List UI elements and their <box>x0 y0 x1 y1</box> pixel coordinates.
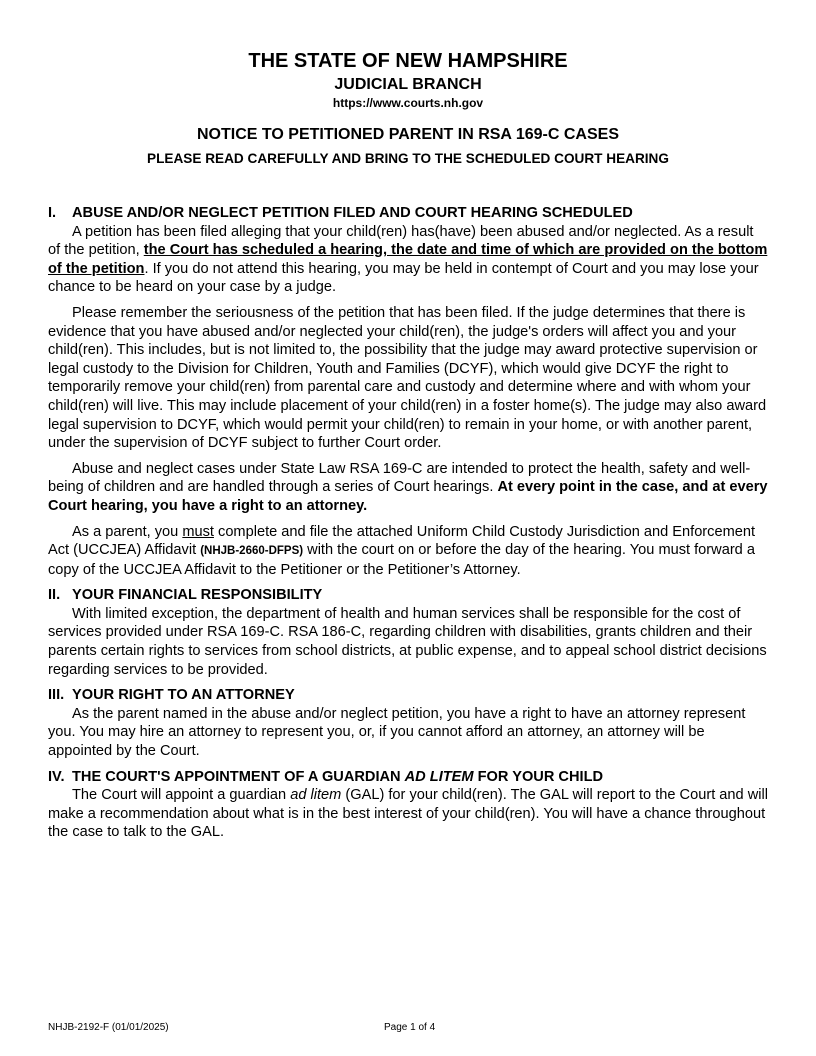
state-title: THE STATE OF NEW HAMPSHIRE <box>248 50 568 72</box>
document-body <box>48 204 768 842</box>
document-header <box>0 48 816 168</box>
section3-paragraph-1: As the parent named in the abuse and/or neglect petition, you have a right to have an attorney represent you. You may hire an attorney to represent you, or, if you cannot afford an attorney, an attorney will be appointed by the Court. <box>48 705 746 760</box>
section-heading-financial: II. YOUR FINANCIAL RESPONSIBILITY <box>48 587 323 604</box>
notice-subtitle: PLEASE READ CAREFULLY AND BRING TO THE SCHEDULED COURT HEARING <box>147 151 669 166</box>
court-url: https://www.courts.nh.gov <box>332 96 484 110</box>
section1-paragraph-1: A petition has been filed alleging that your child(ren) has(have) been abused and/or neglected. As a result of the petition, the Court has scheduled a hearing, the date and time of which are provided on the bottom of the petition. If you do not attend this hearing, you may be held in contempt of Court and you may lose your chance to be heard on your case by a judge. <box>48 223 768 296</box>
section-heading-abuse-neglect: I. ABUSE AND/OR NEGLECT PETITION FILED AND COURT HEARING SCHEDULED <box>48 205 633 221</box>
section-heading-guardian: IV. THE COURT'S APPOINTMENT OF A GUARDIAN AD LITEM FOR YOUR CHILD <box>48 768 604 785</box>
form-id: NHJB-2192-F (01/01/2025) <box>48 1022 169 1033</box>
branch-title: JUDICIAL BRANCH <box>334 76 482 93</box>
section1-paragraph-4: As a parent, you must complete and file the attached Uniform Child Custody Jurisdiction and Enforcement Act (UCCJEA) Affidavit (NHJB-2660-DFPS) with the court on or before the day of the hearing. You must forward a copy of the UCCJEA Affidavit to the Petitioner or the Petitioner’s Attorney. <box>48 523 756 578</box>
section1-paragraph-3: Abuse and neglect cases under State Law RSA 169-C are intended to protect the health, safety and well-being of children and are handled through a series of Court hearings. At every point in the case, and at every Court hearing, you have a right to an attorney. <box>48 460 768 514</box>
section-heading-attorney: III. YOUR RIGHT TO AN ATTORNEY <box>48 687 295 704</box>
notice-title: NOTICE TO PETITIONED PARENT IN RSA 169-C CASES <box>197 126 619 143</box>
section4-paragraph-1: The Court will appoint a guardian ad litem (GAL) for your child(ren). The GAL will report to the Court and will make a recommendation about what is in the best interest of your child(ren). You will have a chance throughout the case to talk to the GAL. <box>48 787 768 841</box>
page-number: Page 1 of 4 <box>384 1022 436 1033</box>
section1-paragraph-2: Please remember the seriousness of the petition that has been filed. If the judge determines that there is evidence that you have abused and/or neglected your child(ren), the judge's orders will affect you and your child(ren). This includes, but is not limited to, the possibility that the judge may award protective supervision or legal custody to the Division for Children, Youth and Families (DCYF), which would give DCYF the right to temporarily remove your child(ren) from parental care and custody and determine where and with whom your child(ren) will live. This may include placement of your child(ren) in a foster home(s). The judge may also award legal supervision to DCYF, which would permit your child(ren) to remain in your home, or with another parent, under the supervision of DCYF subject to further Court order. <box>48 304 767 452</box>
section2-paragraph-1: With limited exception, the department of health and human services shall be responsible for the cost of services provided under RSA 169-C. RSA 186-C, regarding children with disabilities, grants children and their parents certain rights to services from school districts, at public expense, and to appeal school district decisions regarding services to be provided. <box>48 605 767 678</box>
